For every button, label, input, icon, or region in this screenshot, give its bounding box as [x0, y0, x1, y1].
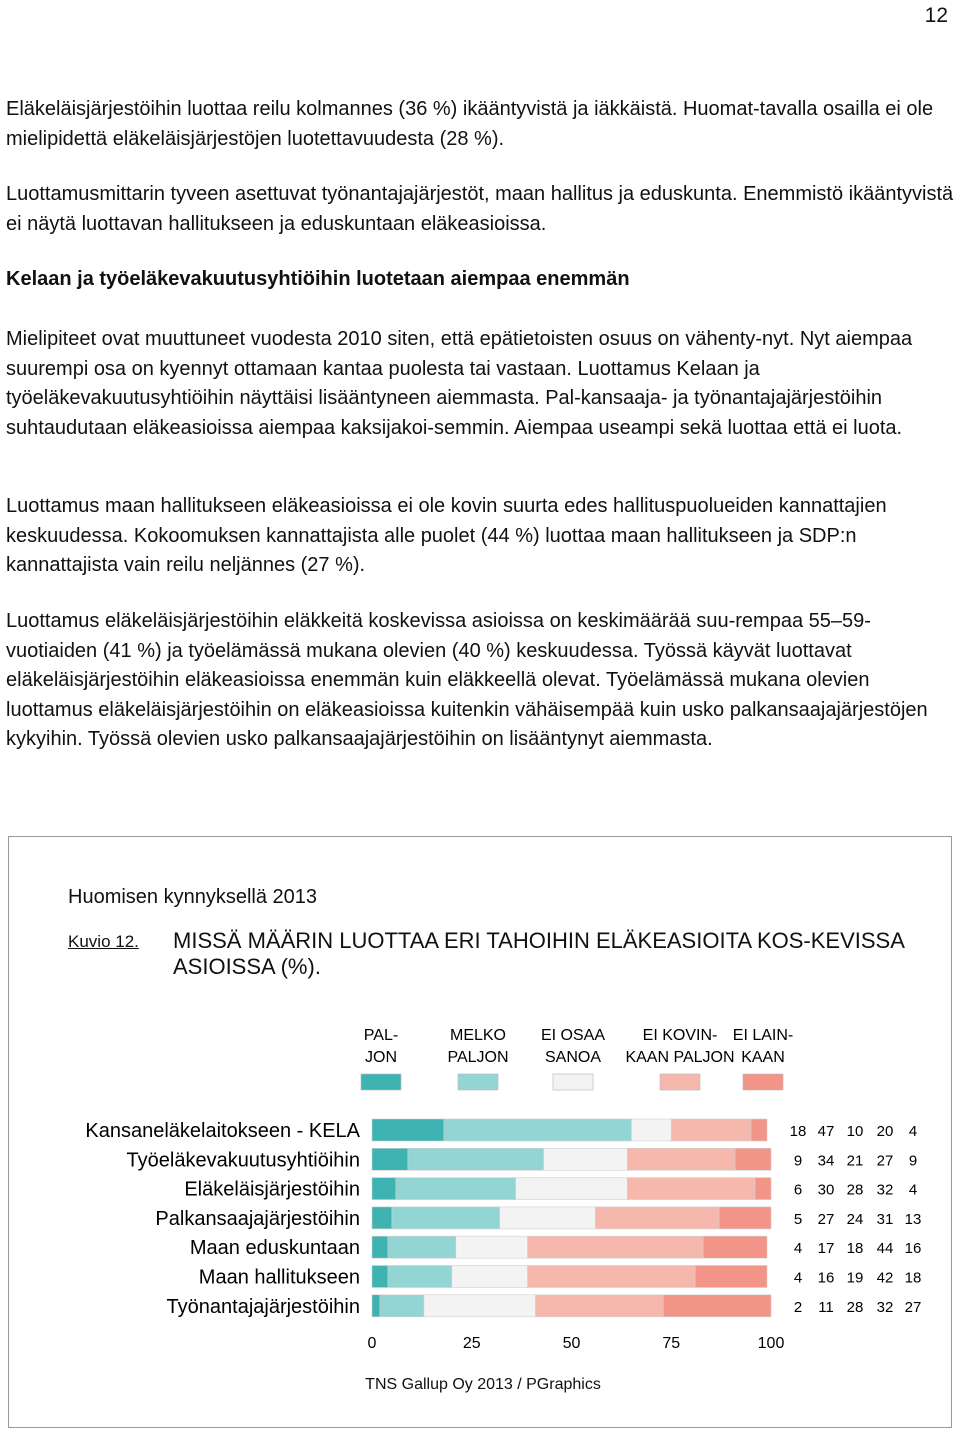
value-label: 28	[846, 1181, 864, 1199]
x-tick-label: 75	[662, 1335, 681, 1352]
source-credit: TNS Gallup Oy 2013 / PGraphics	[365, 1376, 601, 1393]
bar-segment	[408, 1148, 544, 1170]
value-label: 13	[904, 1210, 922, 1228]
paragraph-3: Mielipiteet ovat muuttuneet vuodesta 2010 siten, että epätietoisten osuus on vähenty-nyt. Nyt aiempaa suurempi osa on kyennyt ottamaan kantaa puolesta tai vastaan. Luottamus Kelaan ja työeläkevakuutusyhtiöihin näyttäisi lisääntyneen aiemmasta. Pal-kansaaja- ja työnantajajärjestöihin suhtaudutaan eläkeasioissa aiempaa kaksijakoi-semmin. Aiempaa useampi sekä luottaa että ei luota.	[6, 328, 913, 439]
page-number: 12	[924, 4, 948, 27]
value-label: 2	[793, 1298, 803, 1316]
value-label: 21	[846, 1152, 864, 1170]
x-tick-label: 0	[367, 1335, 377, 1352]
bar-segment	[627, 1148, 735, 1170]
value-label: 27	[817, 1210, 835, 1228]
bar-segment	[703, 1236, 767, 1258]
value-label: 6	[793, 1181, 803, 1199]
value-label: 4	[793, 1240, 803, 1258]
value-label: 4	[793, 1269, 803, 1287]
value-label: 32	[876, 1298, 894, 1316]
value-label: 4	[908, 1123, 918, 1140]
bar-segment	[452, 1266, 528, 1288]
bar-segment	[388, 1266, 452, 1288]
value-label: 31	[876, 1210, 894, 1228]
bar-segment	[372, 1295, 380, 1317]
bar-segment	[627, 1178, 755, 1200]
legend-label: EI LAIN-	[732, 1027, 794, 1044]
category-label: Työeläkevakuutusyhtiöihin	[126, 1149, 360, 1172]
bar-segment	[695, 1266, 767, 1288]
legend-swatch	[660, 1074, 700, 1090]
value-label: 18	[846, 1240, 864, 1258]
category-label: Kansaneläkelaitokseen - KELA	[85, 1120, 360, 1142]
bar-segment	[663, 1295, 771, 1317]
value-label: 27	[904, 1298, 922, 1316]
value-label: 16	[817, 1269, 835, 1287]
x-tick-label: 50	[562, 1335, 581, 1352]
legend-label: JON	[365, 1049, 397, 1066]
bar-segment	[671, 1119, 751, 1141]
paragraph-4: Luottamus maan hallitukseen eläkeasioissa ei ole kovin suurta edes hallituspuolueiden kannattajien keskuudessa. Kokoomuksen kannattajista alle puolet (44 %) luottaa maan hallitukseen ja SDP:n kannattajista vain reilu neljännes (27 %).	[6, 495, 887, 576]
bar-segment	[735, 1148, 771, 1170]
legend-label: PALJON	[447, 1049, 509, 1066]
legend-label: MELKO	[449, 1027, 507, 1044]
figure-title: MISSÄ MÄÄRIN LUOTTAA ERI TAHOIHIN ELÄKEASIOITA KOS-KEVISSA ASIOISSA (%).	[173, 928, 904, 979]
value-label: 27	[876, 1152, 894, 1170]
value-label: 9	[793, 1152, 803, 1170]
section-heading: Kelaan ja työeläkevakuutusyhtiöihin luotetaan aiempaa enemmän	[6, 268, 630, 290]
value-label: 9	[908, 1152, 918, 1170]
category-label: Maan eduskuntaan	[189, 1237, 360, 1260]
bar-segment	[751, 1119, 767, 1141]
value-label: 24	[846, 1210, 864, 1228]
value-label: 28	[846, 1298, 864, 1316]
category-label: Palkansaajajärjestöihin	[155, 1207, 360, 1230]
x-tick-label: 25	[462, 1335, 481, 1352]
bar-segment	[372, 1236, 388, 1258]
value-label: 44	[876, 1240, 894, 1258]
value-label: 4	[908, 1181, 918, 1199]
bar-segment	[500, 1207, 596, 1229]
legend-swatch	[743, 1074, 783, 1090]
value-label: 47	[817, 1123, 835, 1140]
bar-segment	[456, 1236, 528, 1258]
bar-segment	[719, 1207, 771, 1229]
value-label: 11	[818, 1298, 834, 1316]
legend-label: EI KOVIN-	[642, 1027, 718, 1044]
bar-segment	[544, 1148, 628, 1170]
bar-segment	[388, 1236, 456, 1258]
bar-segment	[444, 1119, 632, 1141]
bar-segment	[396, 1178, 516, 1200]
bar-segment	[595, 1207, 719, 1229]
value-label: 17	[817, 1240, 835, 1258]
value-label: 42	[876, 1269, 894, 1287]
value-label: 32	[876, 1181, 894, 1199]
figure-number: Kuvio 12.	[68, 932, 139, 951]
paragraph-1: Eläkeläisjärjestöihin luottaa reilu kolmannes (36 %) ikääntyvistä ja iäkkäistä. Huomat-tavalla osailla ei ole mielipidettä eläkeläisjärjestöjen luotettavuudesta (28 %).	[6, 98, 934, 150]
bar-segment	[424, 1295, 536, 1317]
bar-segment	[372, 1119, 444, 1141]
bar-segment	[392, 1207, 500, 1229]
value-label: 34	[817, 1152, 835, 1170]
value-label: 18	[904, 1269, 922, 1287]
category-label: Maan hallitukseen	[198, 1266, 360, 1289]
bar-segment	[528, 1236, 704, 1258]
value-label: 10	[846, 1123, 864, 1140]
survey-label: Huomisen kynnyksellä 2013	[68, 886, 318, 908]
legend-label: KAAN PALJON	[625, 1049, 735, 1066]
value-label: 19	[846, 1269, 864, 1287]
value-label: 30	[817, 1181, 835, 1199]
legend-swatch	[361, 1074, 401, 1090]
bar-segment	[372, 1266, 388, 1288]
value-label: 16	[904, 1240, 922, 1258]
bar-segment	[372, 1148, 408, 1170]
legend-label: KAAN	[741, 1049, 785, 1066]
legend-label: SANOA	[544, 1049, 602, 1066]
bar-segment	[516, 1178, 628, 1200]
bar-segment	[536, 1295, 664, 1317]
bar-segment	[372, 1207, 392, 1229]
bar-segment	[631, 1119, 671, 1141]
category-label: Työnantajajärjestöihin	[166, 1295, 360, 1318]
paragraph-2: Luottamusmittarin tyveen asettuvat työnantajajärjestöt, maan hallitus ja eduskunta. Enemmistö ikääntyvistä ei näytä luottavan hallitukseen ja eduskuntaan eläkeasioissa.	[6, 183, 954, 235]
bar-segment	[528, 1266, 696, 1288]
value-label: 18	[789, 1123, 807, 1140]
legend-swatch	[458, 1074, 498, 1090]
x-tick-label: 100	[757, 1335, 785, 1352]
value-label: 20	[876, 1123, 894, 1140]
legend-label: EI OSAA	[540, 1027, 606, 1044]
bar-segment	[755, 1178, 771, 1200]
legend-label: PAL-	[363, 1027, 399, 1044]
value-label: 5	[793, 1210, 803, 1228]
bar-segment	[372, 1178, 396, 1200]
category-label: Eläkeläisjärjestöihin	[184, 1178, 360, 1201]
legend-swatch	[553, 1074, 593, 1090]
paragraph-5: Luottamus eläkeläisjärjestöihin eläkkeitä koskevissa asioissa on keskimäärää suu-rempaa 55–59-vuotiaiden (41 %) ja työelämässä mukana olevien (40 %) keskuudessa. Työssä käyvät luottavat eläkeläisjärjestöihin eläkeasioissa enemmän kuin eläkkeellä olevat. Työelämässä mukana olevien luottamus eläkeläisjärjestöihin on eläkeasioissa kuitenkin vähäisempää kuin usko palkansaajajärjestöjen kykyihin. Työssä olevien usko palkansaajajärjestöihin on lisääntynyt aiemmasta.	[6, 610, 928, 750]
bar-segment	[380, 1295, 424, 1317]
